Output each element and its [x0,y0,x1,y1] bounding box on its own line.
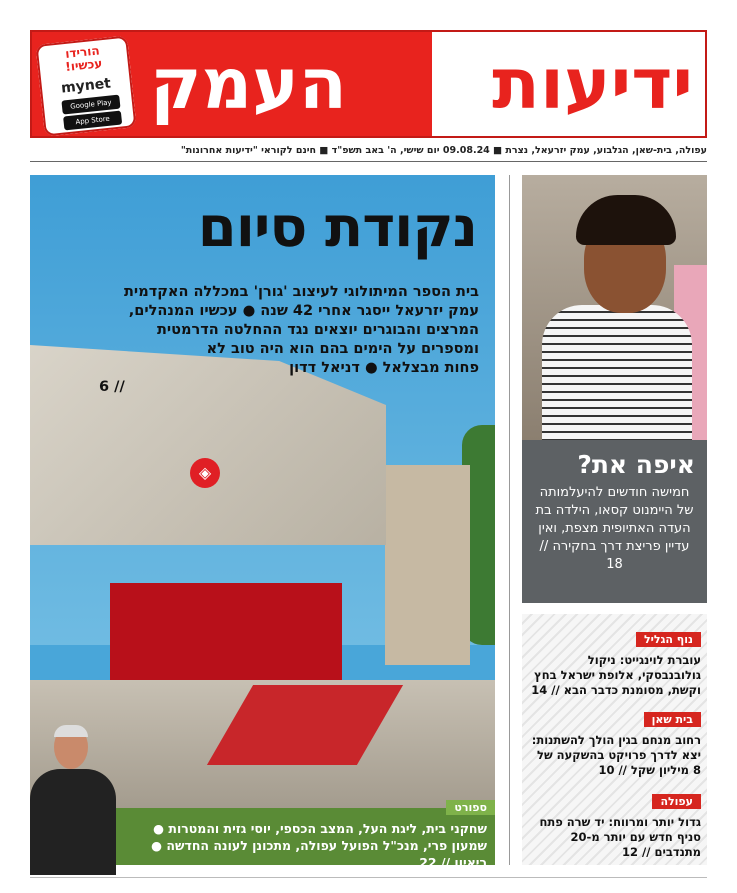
person-body [30,769,116,875]
sidebar-divider [509,175,510,865]
brief-text: רחוב מנחם בגין הולך להשתנות: יצא לדרך פרויקט בהשקעה של 8 מיליון שקל // 10 [531,733,701,777]
person-hair [54,725,88,737]
briefs-column [522,614,707,865]
sports-person-photo [20,725,125,875]
masthead-title-haemek: העמק [150,43,347,125]
lead-line: פחות מבצלאל ● דניאל דדון [289,360,479,376]
app-store-icon[interactable]: App Store [63,111,122,131]
app-download-badge[interactable] [35,35,136,136]
mynet-logo: mynet [60,75,112,97]
google-play-icon[interactable]: Google Play [61,95,120,115]
lead-line: המרצים והבוגרים יוצאים נגד ההחלטה הדרמטית [157,322,479,338]
main-headline[interactable]: נקודת סיום [197,195,477,260]
brief-item[interactable] [529,790,701,860]
brief-tag: בית שאן [644,712,701,727]
bottom-rule [30,877,707,878]
brief-tag: עפולה [652,794,701,809]
missing-girl-photo[interactable] [522,175,707,440]
lead-line: ומספרים על הימים בהם הוא היה טוב לא [206,341,479,357]
missing-story-box[interactable] [522,440,707,603]
lead-page-ref: // 6 [99,379,125,395]
photo-tower [385,465,470,665]
missing-text: חמישה חודשים להיעלמותה של היימנוט קסאו, הילדה בת העדה האתיופית מצפת, ואין עדיין פריצת דרך בחקירה // 18 [535,485,694,572]
college-logo-icon: ◈ [190,458,220,488]
main-lead [99,283,479,397]
sports-text: שחקני בית, ליגת העל, המצב הכספי, יוסי גזית והמטרות ● שמעון פרי, מנכ"ל הפועל עפולה, מתכונן לעונה החדשה ● ריאיון // 22 [151,821,487,870]
app-download-label: הורידו עכשיו! [64,43,103,75]
photo-girl-shirt [542,305,692,440]
masthead-title-yedioth: ידיעות [492,43,693,125]
brief-tag: נוף הגליל [636,632,701,647]
missing-title: איפה את? [577,450,695,479]
masthead-white-panel [432,32,705,136]
masthead-red-panel [32,32,432,136]
photo-red-curtain [110,583,342,695]
photo-girl-hair [576,195,676,245]
brief-text: גדול יותר ומרווח: יד שרה פתח סניף חדש עם יותר מ-20 מתנדבים // 12 [539,815,701,859]
sports-tag: ספורט [446,800,495,815]
lead-line: בית הספר המיתולוגי לעיצוב 'גורן' במכללה האקדמית [124,284,479,300]
brief-text: עוברת לוינגייט: ניקול גולובנבסקי, אלופת ישראל בחץ וקשת, מסומנת כדבר הבא // 14 [531,653,701,697]
brief-item[interactable] [529,708,701,778]
brief-item[interactable] [529,628,701,698]
dateline: עפולה, בית-שאן, הגלבוע, עמק יזרעאל, נצרת ■ 09.08.24 יום שישי, ה' באב תשפ"ד ■ חינם לקוראי "ידיעות אחרונות" [30,141,707,162]
masthead [30,30,707,138]
lead-line: עמק יזרעאל ייסגר אחרי 42 שנה ● עכשיו המנהלים, [128,303,479,319]
